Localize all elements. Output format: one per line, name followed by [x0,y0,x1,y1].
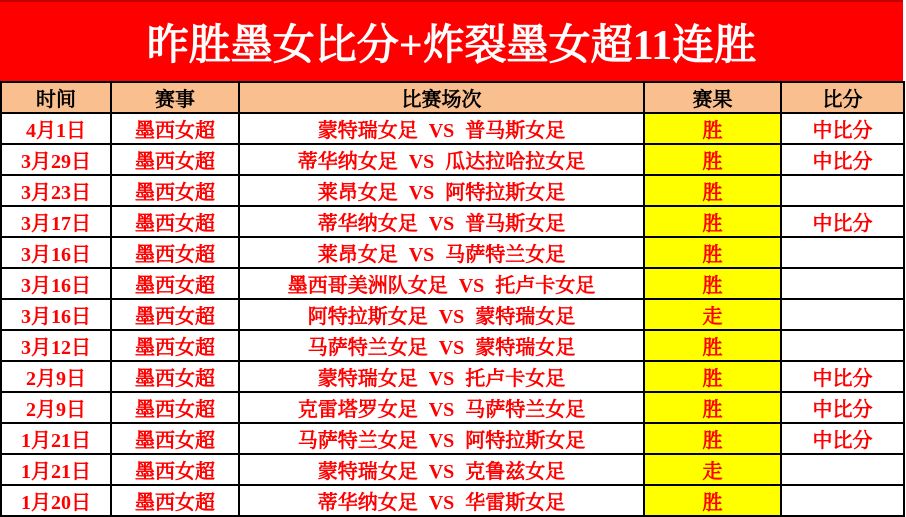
column-header-score: 比分 [781,82,904,113]
league-cell: 墨西女超 [111,144,239,175]
table-header [1,82,904,113]
match-cell: 蒂华纳女足 VS 华雷斯女足 [239,485,644,516]
match-cell: 蒂华纳女足 VS 普马斯女足 [239,206,644,237]
league-cell: 墨西女超 [111,113,239,144]
date-cell: 2月9日 [1,392,111,423]
table-row [1,361,904,392]
match-table-body [1,113,904,516]
league-cell: 墨西女超 [111,299,239,330]
score-cell [781,175,904,206]
table-row [1,113,904,144]
page-title: 昨胜墨女比分+炸裂墨女超11连胜 [146,22,757,69]
match-cell: 阿特拉斯女足 VS 蒙特瑞女足 [239,299,644,330]
table-row [1,423,904,454]
table-row [1,268,904,299]
date-cell: 1月21日 [1,454,111,485]
score-cell [781,268,904,299]
title-banner [0,0,903,81]
match-cell: 莱昂女足 VS 阿特拉斯女足 [239,175,644,206]
table-row [1,206,904,237]
date-cell: 3月16日 [1,268,111,299]
result-cell: 胜 [644,268,781,299]
result-cell: 胜 [644,144,781,175]
date-cell: 1月20日 [1,485,111,516]
result-cell: 胜 [644,361,781,392]
score-cell: 中比分 [781,392,904,423]
column-header-date: 时间 [1,82,111,113]
date-cell: 1月21日 [1,423,111,454]
result-cell: 胜 [644,237,781,268]
score-cell [781,299,904,330]
league-cell: 墨西女超 [111,361,239,392]
table-row [1,299,904,330]
result-cell: 胜 [644,113,781,144]
result-cell: 走 [644,299,781,330]
date-cell: 4月1日 [1,113,111,144]
result-cell: 胜 [644,330,781,361]
column-header-league: 赛事 [111,82,239,113]
match-results-table [0,81,905,517]
table-row [1,144,904,175]
league-cell: 墨西女超 [111,175,239,206]
header-row [1,82,904,113]
date-cell: 3月17日 [1,206,111,237]
date-cell: 3月23日 [1,175,111,206]
result-cell: 胜 [644,392,781,423]
match-cell: 蒙特瑞女足 VS 克鲁兹女足 [239,454,644,485]
match-cell: 马萨特兰女足 VS 蒙特瑞女足 [239,330,644,361]
league-cell: 墨西女超 [111,423,239,454]
table-row [1,392,904,423]
column-header-match: 比赛场次 [239,82,644,113]
league-cell: 墨西女超 [111,330,239,361]
table-row [1,330,904,361]
result-cell: 胜 [644,485,781,516]
table-row [1,175,904,206]
match-cell: 蒙特瑞女足 VS 托卢卡女足 [239,361,644,392]
table-row [1,454,904,485]
score-cell [781,330,904,361]
result-cell: 胜 [644,175,781,206]
league-cell: 墨西女超 [111,454,239,485]
date-cell: 2月9日 [1,361,111,392]
table-row [1,237,904,268]
result-cell: 胜 [644,206,781,237]
date-cell: 3月12日 [1,330,111,361]
league-cell: 墨西女超 [111,392,239,423]
match-cell: 莱昂女足 VS 马萨特兰女足 [239,237,644,268]
score-cell: 中比分 [781,144,904,175]
match-cell: 蒂华纳女足 VS 瓜达拉哈拉女足 [239,144,644,175]
league-cell: 墨西女超 [111,485,239,516]
score-cell [781,454,904,485]
league-cell: 墨西女超 [111,237,239,268]
score-cell [781,237,904,268]
match-cell: 马萨特兰女足 VS 阿特拉斯女足 [239,423,644,454]
date-cell: 3月16日 [1,237,111,268]
league-cell: 墨西女超 [111,268,239,299]
column-header-result: 赛果 [644,82,781,113]
date-cell: 3月29日 [1,144,111,175]
score-cell: 中比分 [781,113,904,144]
match-cell: 蒙特瑞女足 VS 普马斯女足 [239,113,644,144]
score-cell: 中比分 [781,206,904,237]
result-cell: 胜 [644,423,781,454]
date-cell: 3月16日 [1,299,111,330]
score-cell: 中比分 [781,361,904,392]
score-cell: 中比分 [781,423,904,454]
score-cell [781,485,904,516]
match-cell: 墨西哥美洲队女足 VS 托卢卡女足 [239,268,644,299]
match-cell: 克雷塔罗女足 VS 马萨特兰女足 [239,392,644,423]
league-cell: 墨西女超 [111,206,239,237]
table-row [1,485,904,516]
result-cell: 走 [644,454,781,485]
